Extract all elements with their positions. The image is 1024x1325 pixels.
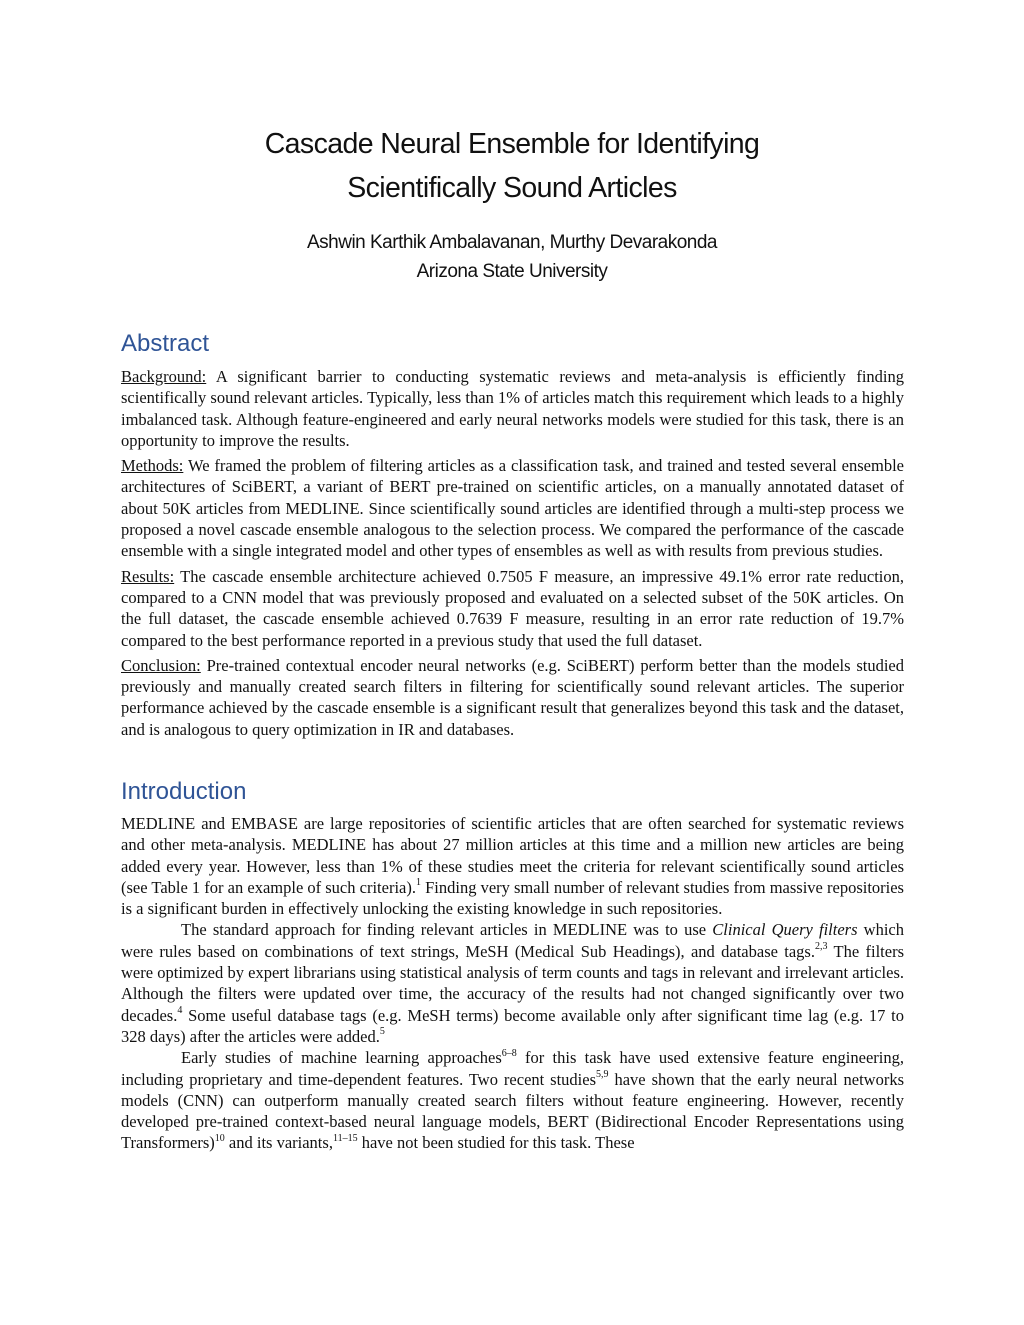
conclusion-text: Pre-trained contextual encoder neural networks (e.g. SciBERT) perform better than the models studied previously and manually created search filters in filtering for scientifically sound relevant articles. The superior performance achieved by the cascade ensemble is a significant result that generalizes beyond this task and the dataset, and is analogous to query optimization in IR and databases. xyxy=(121,655,904,739)
introduction-body xyxy=(121,813,904,1154)
intro-p3-b: for this task have used extensive feature engineering, including proprietary and time-dependent features. Two recent studies xyxy=(121,1048,904,1089)
conclusion-label: Conclusion: xyxy=(121,655,201,675)
intro-p3-d: and its variants, xyxy=(224,1133,333,1153)
citation-ref: 1 xyxy=(415,877,421,889)
author-affiliation: Arizona State University xyxy=(416,261,608,282)
intro-p3-c: have shown that the early neural networks models (CNN) can outperform manually created search filters without feature engineering. However, recently developed pre-trained context-based neural language models, BERT (Bidirectional Encoder Representations using Transformers) xyxy=(121,1069,905,1153)
background-label: Background: xyxy=(121,367,207,386)
citation-ref: 6–8 xyxy=(501,1047,517,1059)
citation-ref: 5 xyxy=(379,1026,385,1038)
title-line-2: Scientifically Sound Articles xyxy=(347,172,677,204)
intro-p2-d: Some useful database tags (e.g. MeSH terms) become available only after significant time lag (e.g. 17 to 328 days) after the articles were added. xyxy=(121,1005,904,1046)
citation-ref: 5,9 xyxy=(596,1069,609,1081)
intro-p1-text: MEDLINE and EMBASE are large repositories of scientific articles that are often searched for systematic reviews and other meta-analysis. MEDLINE has about 27 million articles at this time and a million new articles are being added every year. However, less than 1% of these studies meet the criteria for relevant scientifically sound articles (see Table 1 for an example of such criteria). xyxy=(121,814,904,897)
intro-p2-b: which were rules based on combinations of text strings, MeSH (Medical Sub Headings), and database tags. xyxy=(121,920,905,961)
abstract-conclusion xyxy=(121,655,904,740)
abstract-background xyxy=(121,366,904,451)
intro-p3-a: Early studies of machine learning approaches xyxy=(181,1048,502,1068)
background-text: A significant barrier to conducting systematic reviews and meta-analysis is efficiently finding scientifically sound relevant articles. Typically, less than 1% of articles match this requirement which leads to a highly imbalanced task. Although feature-engineered and early neural networks models were studied for this task, there is an opportunity to improve the results. xyxy=(121,367,904,450)
intro-paragraph-1 xyxy=(121,813,904,919)
abstract-methods xyxy=(121,455,904,561)
methods-label: Methods: xyxy=(121,456,184,476)
author-block xyxy=(0,228,1024,286)
intro-p2-c: The filters were optimized by expert librarians using statistical analysis of term counts and tags in relevant and irrelevant articles. Although the filters were updated over time, the accuracy of the results had not changed significantly over two decades. xyxy=(121,941,904,1025)
citation-ref: 10 xyxy=(214,1132,225,1144)
intro-p3-e: have not been studied for this task. These xyxy=(357,1133,635,1153)
intro-p2-a: The standard approach for finding relevant articles in MEDLINE was to use xyxy=(181,920,713,940)
intro-paragraph-2 xyxy=(121,919,904,1047)
citation-ref: 11–15 xyxy=(332,1132,358,1144)
paper-title xyxy=(0,122,1024,210)
clinical-query-filters-term: Clinical Query filters xyxy=(712,920,858,940)
introduction-heading: Introduction xyxy=(121,778,247,805)
author-names: Ashwin Karthik Ambalavanan, Murthy Devarakonda xyxy=(306,232,717,253)
citation-ref: 2,3 xyxy=(814,941,828,953)
results-label: Results: xyxy=(121,566,175,586)
intro-paragraph-3 xyxy=(121,1047,904,1153)
citation-ref: 4 xyxy=(177,1005,183,1017)
abstract-results xyxy=(121,566,904,651)
abstract-body xyxy=(121,366,904,744)
title-line-1: Cascade Neural Ensemble for Identifying xyxy=(264,128,760,160)
abstract-heading: Abstract xyxy=(121,330,210,357)
intro-p1-tail: Finding very small number of relevant studies from massive repositories is a significant burden in effectively unlocking the existing knowledge in such repositories. xyxy=(121,877,904,919)
methods-text: We framed the problem of filtering articles as a classification task, and trained and tested several ensemble architectures of SciBERT, a variant of BERT pre-trained on scientific articles, on a manually annotated dataset of about 50K articles from MEDLINE. Since scientifically sound articles are identified through a multi-step process we proposed a novel cascade ensemble analogous to the selection process. We compared the performance of the cascade ensemble with a single integrated model and other types of ensembles as well as with results from previous studies. xyxy=(121,456,904,561)
results-text: The cascade ensemble architecture achieved 0.7505 F measure, an impressive 49.1% error rate reduction, compared to a CNN model that was previously proposed and evaluated on a selected subset of the 50K articles. On the full dataset, the cascade ensemble achieved 0.7639 F measure, resulting in an error rate reduction of 19.7% compared to the best performance reported in a previous study that used the full dataset. xyxy=(121,566,904,650)
